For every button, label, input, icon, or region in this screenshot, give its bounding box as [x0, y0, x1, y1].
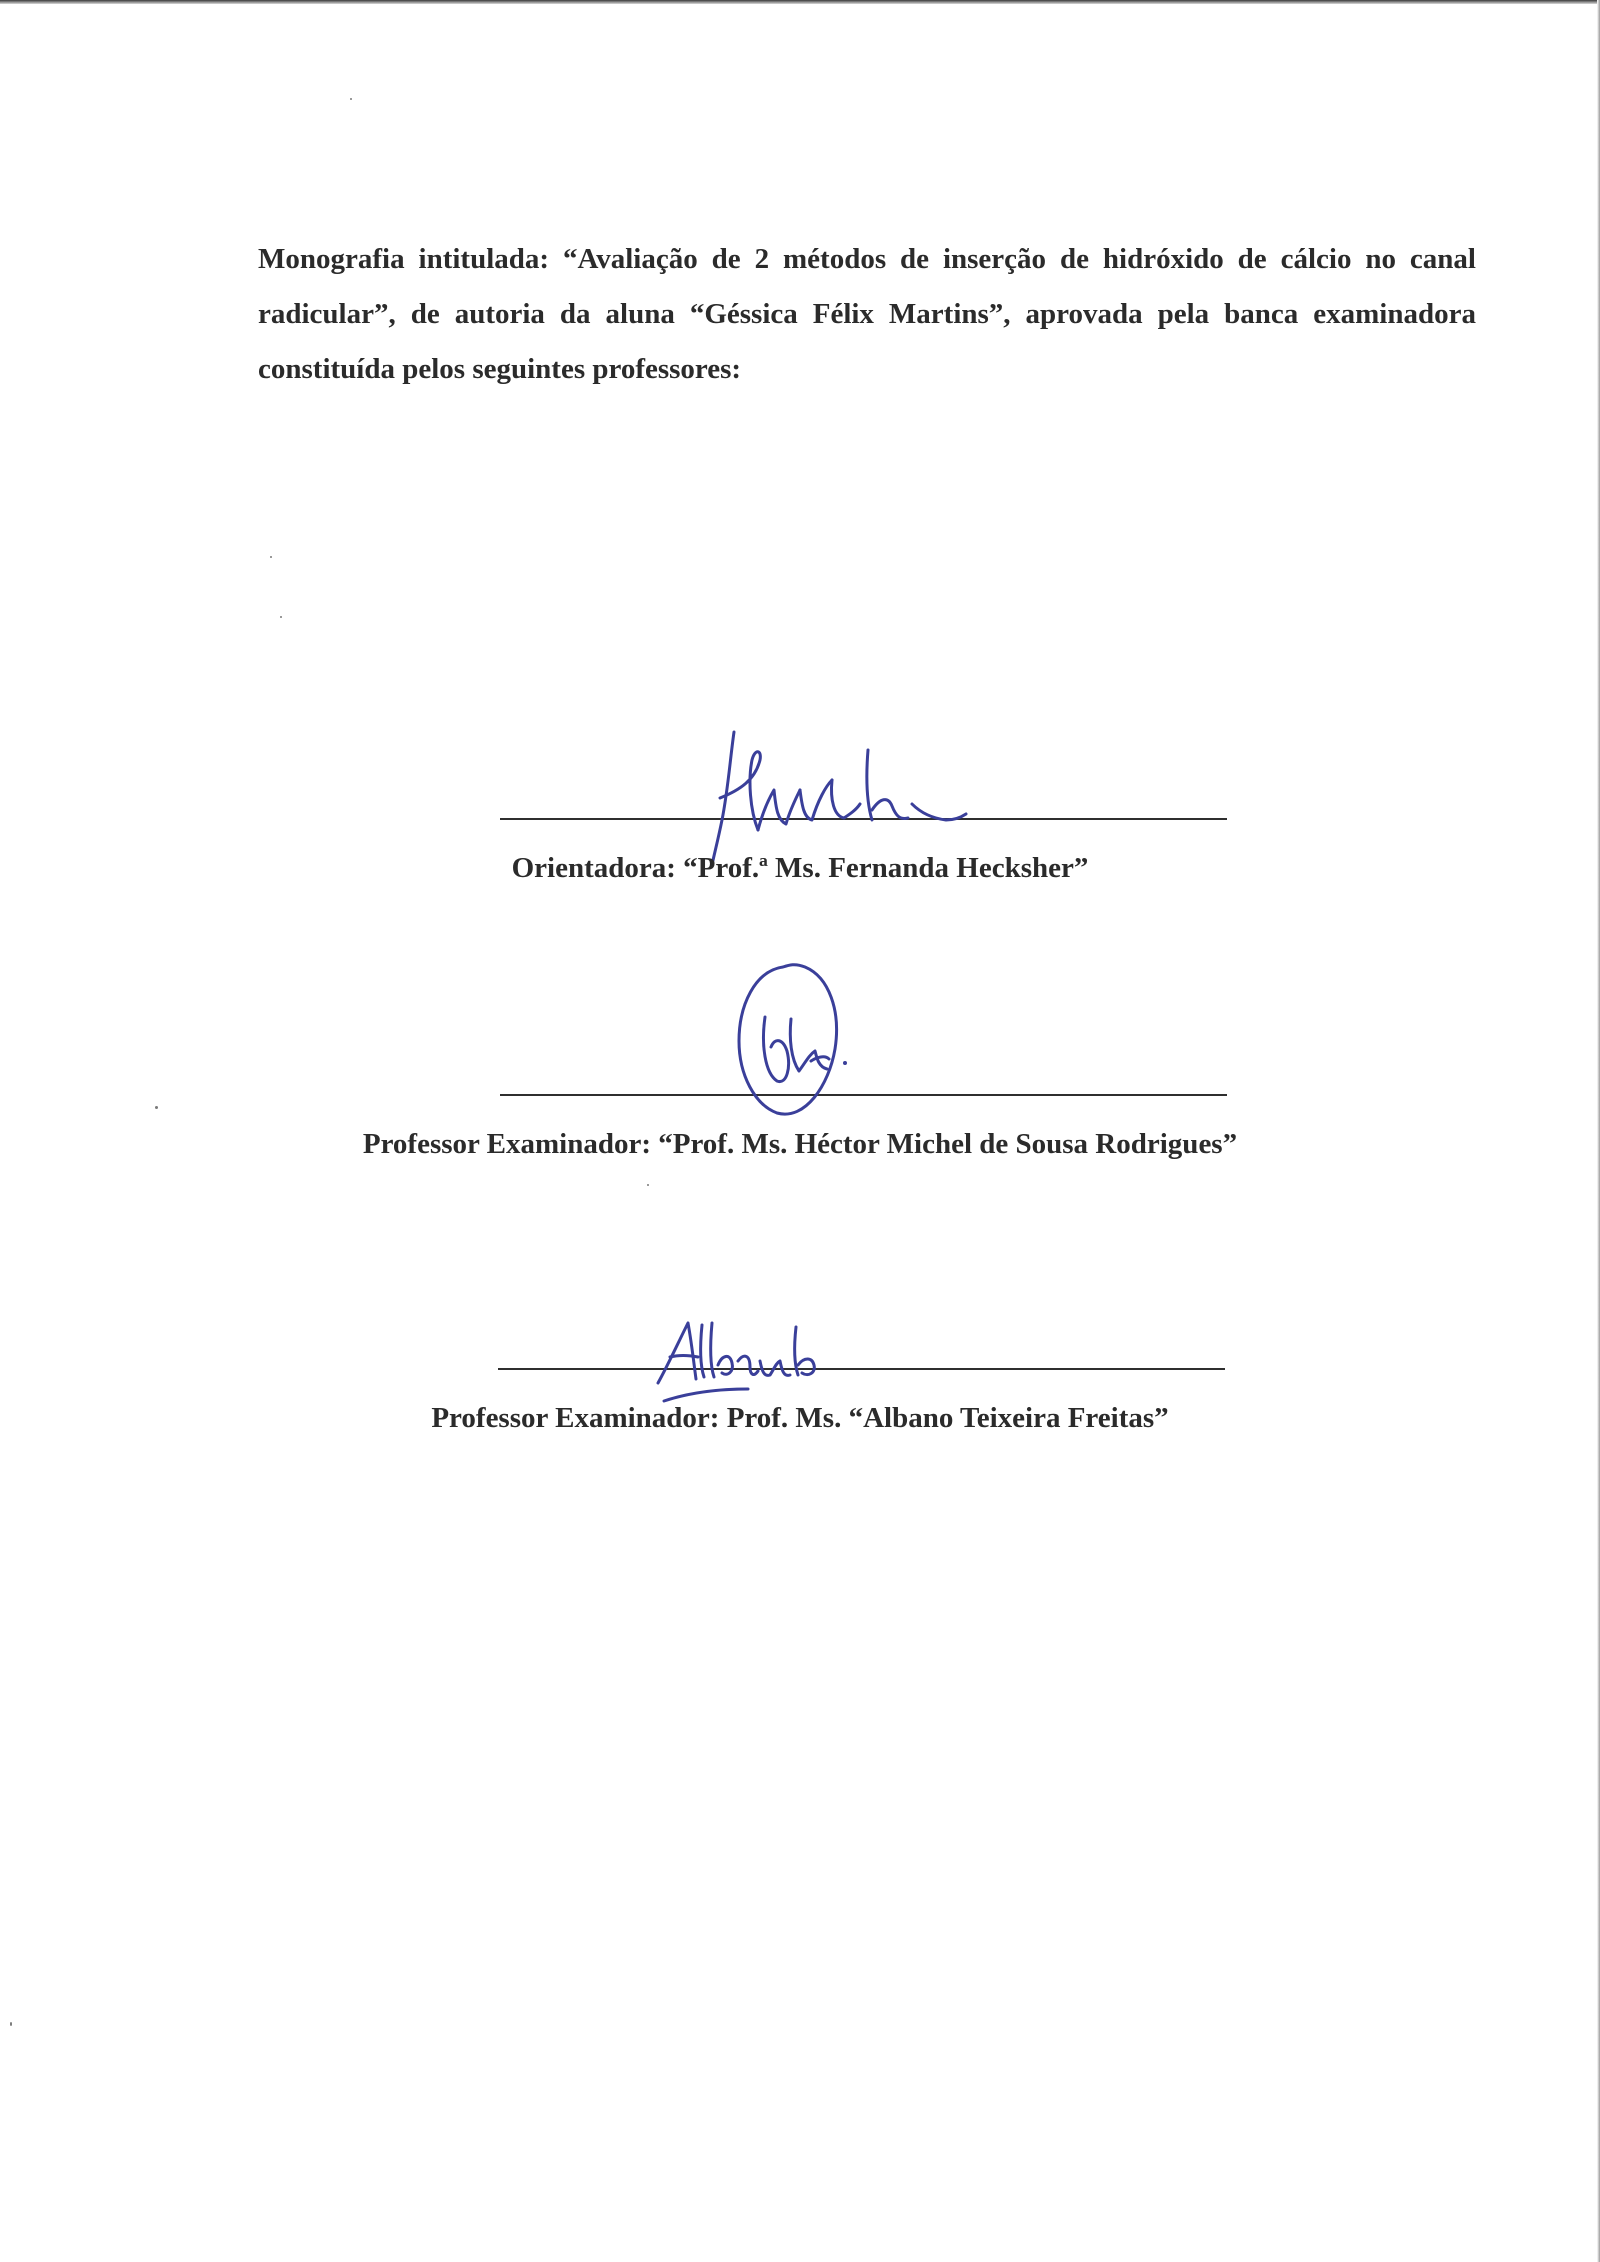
- signature-caption-examinador-2: Professor Examinador: Prof. Ms. “Albano Teixeira Freitas”: [431, 1402, 1169, 1434]
- scan-speck: [280, 616, 282, 618]
- scan-speck: [155, 1106, 158, 1109]
- scan-speck: [350, 98, 352, 100]
- handwritten-signature-rodrigues: [725, 955, 865, 1125]
- scan-speck: [270, 556, 272, 558]
- scan-speck: [10, 2022, 12, 2026]
- signature-line: [498, 1368, 1225, 1370]
- signature-caption-examinador-1: Professor Examinador: “Prof. Ms. Héctor Michel de Sousa Rodrigues”: [362, 1128, 1238, 1160]
- scan-speck: [647, 1184, 649, 1186]
- signature-caption-orientadora: Orientadora: “Prof.ª Ms. Fernanda Hecksher”: [511, 852, 1089, 884]
- handwritten-signature-freitas: [648, 1305, 828, 1405]
- intro-paragraph: Monografia intitulada: “Avaliação de 2 métodos de inserção de hidróxido de cálcio no canal radicular”, de autoria da aluna “Géssica Félix Martins”, aprovada pela banca examinadora constituída pelos seguintes professores:: [258, 243, 1476, 385]
- handwritten-signature-hecksher: [700, 720, 1040, 870]
- scan-edge-top: [0, 0, 1600, 4]
